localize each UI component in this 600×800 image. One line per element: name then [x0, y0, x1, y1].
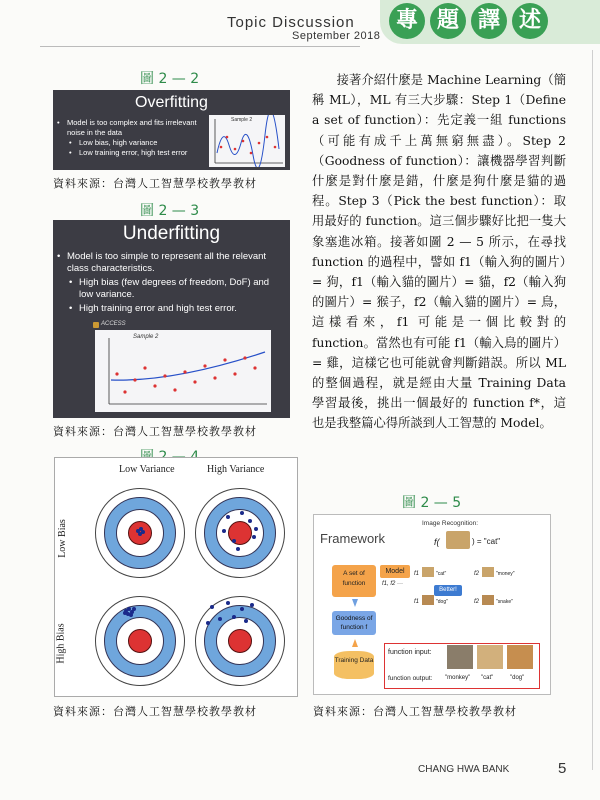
- page-edge-line: [592, 50, 593, 770]
- f2-out-snake: "snake": [496, 599, 513, 605]
- figure-label: 圖 2 — 3: [140, 203, 200, 219]
- dog-image: [507, 645, 533, 669]
- model-box: Model: [380, 565, 410, 578]
- output-dog: "dog": [510, 675, 525, 681]
- access-logo-text: ACCESS: [101, 321, 126, 327]
- set-of-function-box: A set of function: [332, 565, 376, 597]
- f1-label: f1: [414, 571, 420, 577]
- header-title: Topic Discussion: [227, 14, 355, 31]
- framework-diagram: [313, 514, 551, 695]
- target-low-bias-low-variance: [95, 488, 185, 578]
- row-label-low-bias: Low Bias: [56, 519, 68, 558]
- header-badge-char: 題: [430, 3, 466, 39]
- model-sub: f1, f2 ···: [382, 581, 404, 587]
- figure-label: 圖 2 — 5: [402, 495, 462, 511]
- figure-label: 圖 2 — 2: [140, 71, 200, 87]
- output-cat: "cat": [481, 675, 494, 681]
- f2-label: f2: [474, 599, 480, 605]
- monkey-image: [447, 645, 473, 669]
- underfitting-slide: [53, 220, 290, 418]
- figure-source: 資料來源：台灣人工智慧學校教學教材: [53, 705, 257, 718]
- f1-out-cat: "cat": [436, 571, 447, 577]
- goodness-box: Goodness of function f: [332, 611, 376, 635]
- header-date: September 2018: [292, 30, 381, 42]
- f2-label: f2: [474, 571, 480, 577]
- article-paragraph: 接著介紹什麼是 Machine Learning（簡稱 ML），ML 有三大步驟：Step 1（Define a set of function）：先定義一組 functions（可能有成千上萬無窮無盡）。Step 2（Goodness of function）：讓機器學習判斷什麼是對什麼是錯，什麼是狗什麼是貓的過程。Step 3（Pick the best function）：取用最好的 function。這三個步驟好比把一隻大象塞進冰箱。接著如圖 2 — 5 所示，在尋找 function 的過程中，譬如 f1（輸入狗的圖片）= 狗，f1（輸入貓的圖片）= 貓，f2（輸入狗的圖片）= 猴子，f2（輸入貓的圖片）= 鳥，這樣看來，f1 可能是一個比較對的 function。當然也有可能 f1（輸入鳥的圖片）= 雞，這樣它也可能就會判斷錯誤。所以 ML 的整個過程，就是經由大量 Training Data 學習最後，挑出一個最好的 function f*，這也是我整篇心得所談到人工智慧的 Model。: [312, 73, 566, 431]
- image-recognition-label: Image Recognition:: [422, 520, 479, 527]
- arrow-up-icon: [352, 639, 358, 647]
- access-logo-icon: [93, 322, 99, 328]
- thumb-image: [482, 595, 494, 605]
- framework-title: Framework: [320, 531, 386, 546]
- cat-image: [477, 645, 503, 669]
- slide-bullet: • Model is too complex and fits irrelevant noise in the data: [67, 118, 207, 138]
- bias-variance-diagram: [54, 457, 298, 697]
- header-badge-char: 述: [512, 3, 548, 39]
- article-body: [312, 70, 566, 434]
- function-output-label: function output:: [388, 675, 433, 682]
- plot-label: Sample 2: [231, 117, 253, 123]
- plot-label: Sample 2: [133, 334, 159, 340]
- page-number: 5: [558, 760, 567, 777]
- f-result: ) = "cat": [472, 537, 501, 546]
- f1-label: f1: [414, 599, 420, 605]
- training-data-cylinder: Training Data: [334, 651, 374, 679]
- slide-bullet: • Low bias, high variance: [79, 138, 207, 148]
- figure-source: 資料來源：台灣人工智慧學校教學教材: [53, 425, 257, 438]
- footer-bank: CHANG HWA BANK: [418, 764, 510, 775]
- overfitting-slide: [53, 90, 290, 170]
- thumb-image: [482, 567, 494, 577]
- slide-title: Underfitting: [122, 223, 221, 244]
- figure-source: 資料來源：台灣人工智慧學校教學教材: [53, 177, 257, 190]
- slide-bullet: • High bias (few degrees of freedom, DoF) and low variance.: [79, 277, 282, 301]
- header-badge-char: 譯: [471, 3, 507, 39]
- better-badge: Better!: [434, 585, 462, 596]
- target-high-bias-low-variance: [95, 596, 185, 686]
- header-badge-char: 專: [389, 3, 425, 39]
- output-monkey: "monkey": [445, 675, 471, 681]
- f2-out-money: "money": [496, 571, 515, 577]
- slide-bullet: • Model is too simple to represent all the relevant class characteristics.: [67, 251, 282, 275]
- row-label-high-bias: High Bias: [55, 623, 67, 664]
- f1-out-dog: "dog": [436, 599, 448, 605]
- slide-bullet: • High training error and high test error.: [79, 303, 282, 315]
- target-high-bias-high-variance: [195, 596, 285, 686]
- col-label-high-variance: High Variance: [207, 464, 265, 475]
- target-low-bias-high-variance: [195, 488, 285, 578]
- col-label-low-variance: Low Variance: [119, 464, 175, 475]
- thumb-image: [422, 567, 434, 577]
- cat-image: [446, 531, 470, 549]
- slide-bullet: • Low training error, high test error: [79, 148, 207, 158]
- figure-source: 資料來源：台灣人工智慧學校教學教材: [313, 705, 517, 718]
- slide-title: Overfitting: [135, 94, 208, 111]
- header-rule: [40, 46, 360, 47]
- arrow-down-icon: [352, 599, 358, 607]
- function-input-label: function input:: [388, 649, 432, 656]
- underfitting-plot: [95, 330, 271, 412]
- f-eq: f(: [434, 537, 440, 547]
- thumb-image: [422, 595, 434, 605]
